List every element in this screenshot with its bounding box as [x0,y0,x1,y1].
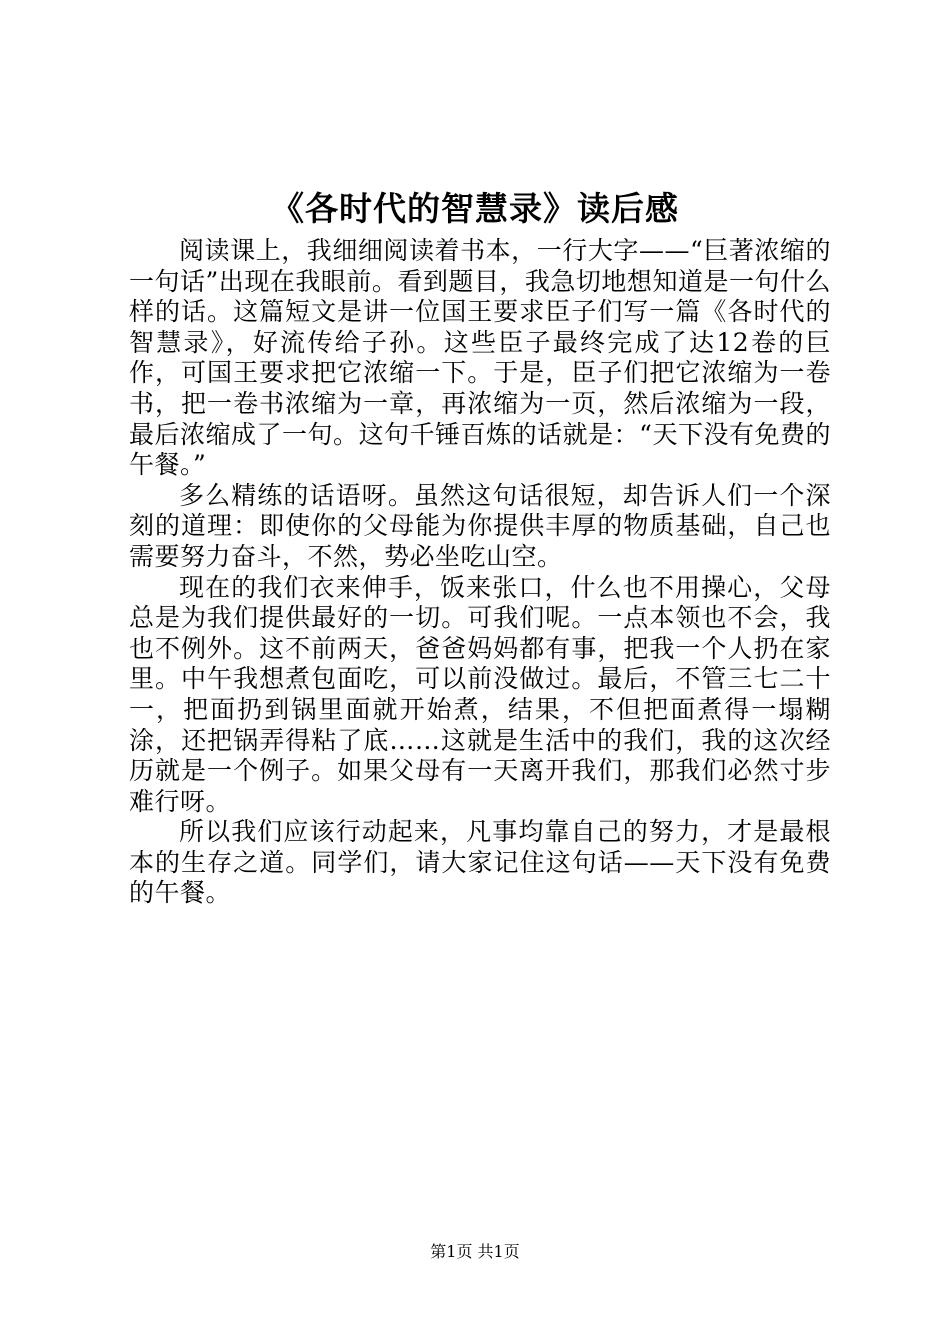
paragraph-1: 阅读课上，我细细阅读着书本，一行大字——“巨著浓缩的一句话”出现在我眼前。看到题目，我急切地想知道是一句什么样的话。这篇短文是讲一位国王要求臣子们写一篇《各时代的智慧录》，好流传给子孙。这些臣子最终完成了达12卷的巨作，可国王要求把它浓缩一下。于是，臣子们把它浓缩为一卷书，把一卷书浓缩为一章，再浓缩为一页，然后浓缩为一段，最后浓缩成了一句。这句千锤百炼的话就是：“天下没有免费的午餐。” [129,236,831,480]
document-body [129,236,831,909]
paragraph-3: 现在的我们衣来伸手，饭来张口，什么也不用操心，父母总是为我们提供最好的一切。可我们呢。一点本领也不会，我也不例外。这不前两天，爸爸妈妈都有事，把我一个人扔在家里。中午我想煮包面吃，可以前没做过。最后，不管三七二十一，把面扔到锅里面就开始煮，结果，不但把面煮得一塌糊涂，还把锅弄得粘了底……这就是生活中的我们，我的这次经历就是一个例子。如果父母有一天离开我们，那我们必然寸步难行呀。 [129,572,831,816]
document-title: 《各时代的智慧录》读后感 [271,189,679,228]
paragraph-4: 所以我们应该行动起来，凡事均靠自己的努力，才是最根本的生存之道。同学们，请大家记住这句话——天下没有免费的午餐。 [129,817,831,908]
page-footer: 第1页 共1页 [430,1242,520,1261]
paragraph-2: 多么精练的话语呀。虽然这句话很短，却告诉人们一个深刻的道理：即使你的父母能为你提供丰厚的物质基础，自己也需要努力奋斗，不然，势必坐吃山空。 [129,480,831,571]
